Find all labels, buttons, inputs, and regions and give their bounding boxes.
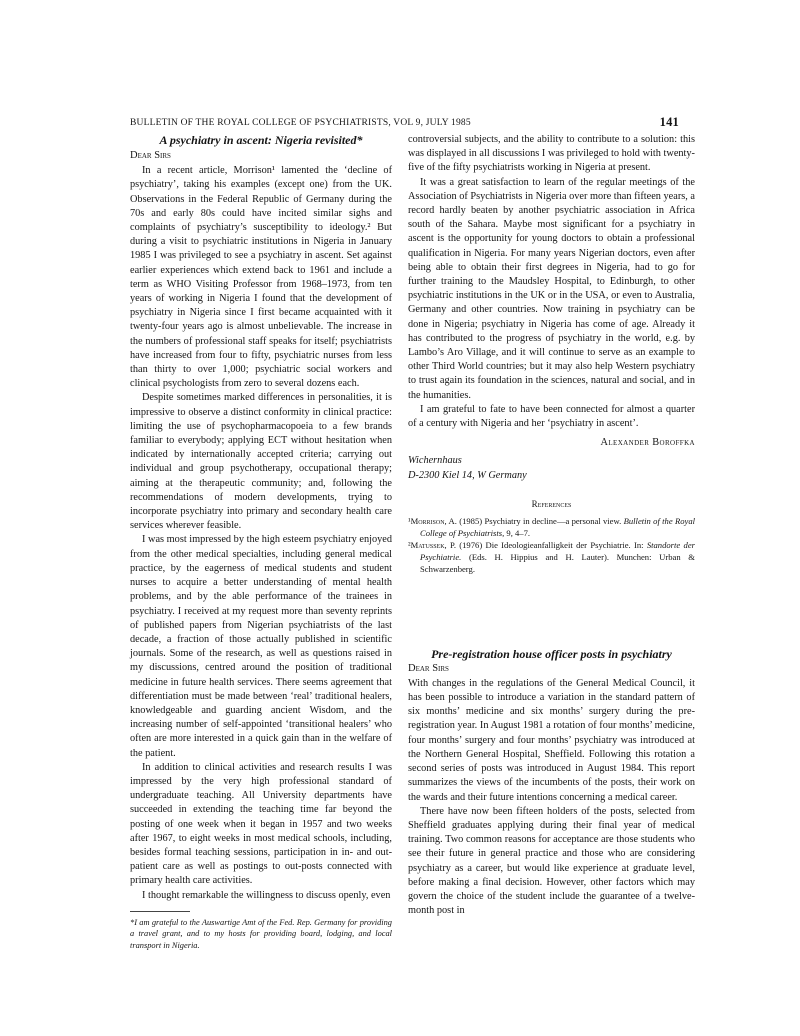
paragraph: It was a great satisfaction to learn of the regular meetings of the Association of Psychiatrists in Nigeria over more than fifteen years, a record hardly beaten by another psychiatric association in Africa south of the Sahara. Maybe most significant for a psychiatry in ascent is the opportunity for young doctors to obtain a professional qualification in Nigeria. For many years Nigerian doctors, even after being able to obtain their first degrees in Nigeria, had to go for further training to the Maudsley Hospital, to Edinburgh, to other psychiatric institutions in the UK or in the USA, or even to Australia, Germany and other countries. Now training in psychiatry can be done in Nigeria; psychiatry in Nigeria has come of age. Already it has contributed to the progress of psychiatry in the world, e.g. by Lambo’s Aro Village, and it will continue to serve as an example to other Third World countries; but it may also help Western psychiatry to trust again its foundation in the sciences, natural and social, and in the humanities.	[408, 176, 695, 401]
reference: ¹Morrison, A. (1985) Psychiatry in decline—a personal view. Bulletin of the Royal College of Psychiatrists, 9, 4–7.	[408, 515, 696, 538]
references-heading: References	[531, 499, 572, 510]
salutation: Dear Sirs	[130, 150, 171, 161]
paragraph: controversial subjects, and the ability to contribute to a solution: this was displayed in all discussions I was privileged to hold with twenty-five of the fifty psychiatrists working in Nigeria at present.	[408, 134, 695, 174]
journal-title: BULLETIN OF THE ROYAL COLLEGE OF PSYCHIATRISTS, VOL 9, JULY 1985	[130, 118, 471, 128]
footnote-rule	[130, 911, 190, 912]
article-title: Pre-registration house officer posts in psychiatry	[431, 646, 672, 661]
article-title: A psychiatry in ascent: Nigeria revisited*	[159, 133, 363, 147]
paragraph: I thought remarkable the willingness to discuss openly, even	[142, 889, 391, 901]
paragraph: There have now been fifteen holders of the posts, selected from Sheffield graduates applying during their final year of medical training. Two common reasons for acceptance are those students who see their future in general practice and those who are considering psychiatry as a career, but would like experience at graduate level, before making a final decision. However, other factors which may govern the choice of the student include the guarantee of a twelve-month post in	[408, 805, 695, 917]
salutation: Dear Sirs	[408, 662, 449, 674]
signature: Alexander Boroffka	[600, 437, 695, 449]
address-line: Wichernhaus	[408, 455, 462, 467]
left-column	[130, 133, 392, 952]
paragraph: With changes in the regulations of the General Medical Council, it has been possible to introduce a variation in the standard pattern of six months’ medicine and six months’ surgery during the pre-registration year. In August 1981 a rotation of four months’ medicine, four months’ surgery and four months’ psychiatry was introduced at the Northern General Hospital, Sheffield. Following this rotation a second series of posts was introduced in August 1984. This report summarizes the views of the incumbents of the posts, their work on the wards and their future intentions concerning a medical career.	[408, 677, 695, 803]
paragraph: In addition to clinical activities and research results I was impressed by the very high professional standard of undergraduate teaching. All University departments have succeeded in extending the teaching time far beyond the posting of one week when it began in 1957 and two weeks after 1967, to eight weeks in most medical schools, including, besides formal teaching sessions, participation in in- and out-patient care as well as postings to out-posts connected with primary health care activities.	[130, 761, 392, 887]
paragraph: Despite sometimes marked differences in personalities, it is impressive to observe a distinct conformity in clinical practice: limiting the use of psychopharmacopoeia to a few brands familiar to everybody; applying ECT without hesitation when indicated by internationally accepted criteria; carrying out individual and group psychotherapy, occupational therapy; aiming at the therapeutic community; and, following the recommendations of modern developments, trying to incorporate psychiatry into primary and secondary health care services wherever feasible.	[130, 392, 392, 532]
footnote: *I am grateful to the Auswartige Amt of the Fed. Rep. Germany for providing a travel grant, and to my hosts for providing board, lodging, and local transport in Nigeria.	[130, 917, 392, 950]
paragraph: I am grateful to fate to have been connected for almost a quarter of a century with Nigeria and her ‘psychiatry in ascent’.	[408, 403, 695, 430]
address-line: D-2300 Kiel 14, W Germany	[408, 470, 527, 482]
paragraph: I was most impressed by the high esteem psychiatry enjoyed from the other medical specialties, including general medical practice, by the eagerness of medical students and student nurses to acquire a better understanding of mental health problems, and by the able performance of the trainees in psychiatry. I received at my request more than seventy reprints of published papers from Nigerian psychiatrists of the last decade, a fraction of those actually published in scientific journals. Some of the research, as well as questions raised in my discussions, centred around the position of traditional medicine in future health services. There seems agreement that differentiation must be made between ‘real’ traditional healers, knowledgeable and guarding ancient Wisdom, and the increasing number of self-appointed ‘transitional healers’ who often are more interested in a quick gain than in the welfare of the patient.	[130, 534, 392, 759]
page-number: 141	[659, 115, 679, 129]
reference: ²Matussek, P. (1976) Die Ideologieanfalligkeit der Psychiatrie. In: Standorte der Psychiatrie. (Eds. H. Hippius and H. Lauter). Munchen: Urban & Schwarzenberg.	[408, 539, 695, 574]
right-column	[408, 133, 695, 918]
paragraph: In a recent article, Morrison¹ lamented the ‘decline of psychiatry’, taking his examples (except one) from the UK. Observations in the Federal Republic of Germany during the 70s and early 80s could have incited similar sighs and complaints of psychiatry’s susceptibility to ideology.² But during a visit to psychiatric institutions in Nigeria in January 1985 I was privileged to see a psychiatry in ascent. Set against earlier experiences which extend back to 1961 and include a term as WHO Visiting Professor from 1968–1973, from ten years of working in Nigeria I found that the development of psychiatry in Nigeria since I first became acquainted with it twenty-four years ago is almost unbelievable. The increase in the numbers of professional staff speaks for itself; psychiatrists have increased from four to fifty, psychiatric nurses from less than thirty to over 1,000; psychiatric social workers and clinical psychologists from zero to several dozens each.	[130, 165, 392, 390]
